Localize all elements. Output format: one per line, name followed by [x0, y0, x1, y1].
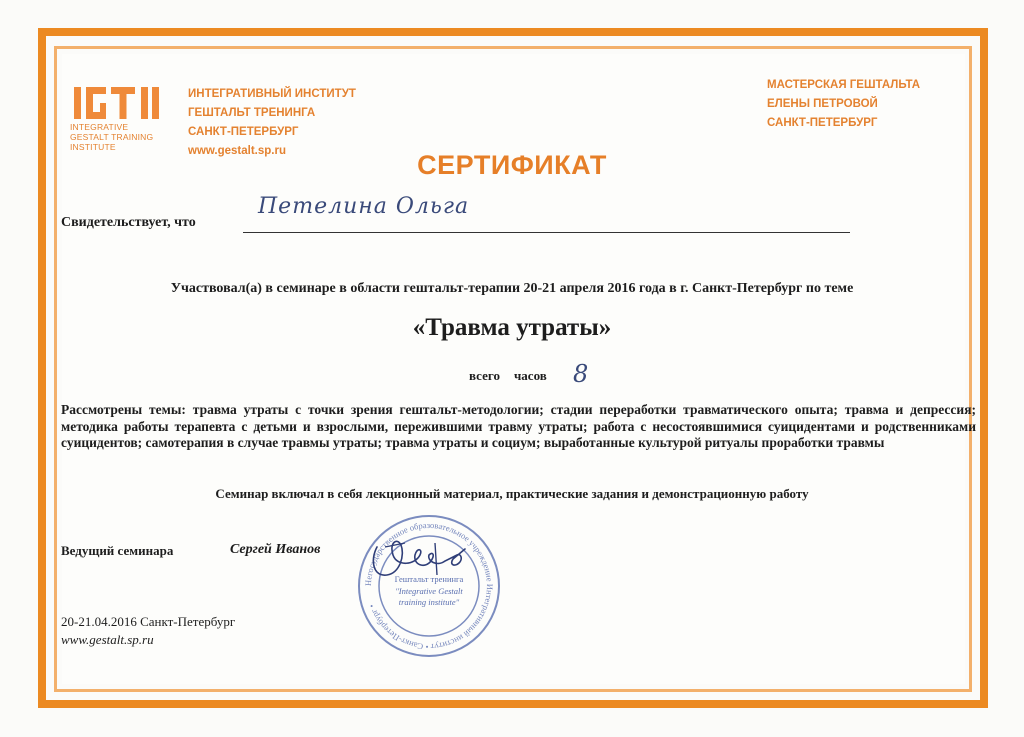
topics-paragraph: Рассмотрены темы: травма утраты с точки зрения гештальт-методологии; стадии переработки травматического опыта; травма и депрессия; методика работы терапевта с детьми и взрослыми, пережившими травму утраты; работа с несостоявшимися суицидентами и родственниками суицидентов; самотерапия в случае травмы утраты; травма утраты и социум; выработанные культурой ритуалы проработки травмы	[61, 402, 976, 450]
leader-label: Ведущий семинара	[61, 543, 174, 558]
org-left-line: ИНТЕГРАТИВНЫЙ ИНСТИТУТ	[188, 88, 356, 100]
attest-label: Свидетельствует, что	[61, 215, 196, 230]
included-text: Семинар включал в себя лекционный материал, практические задания и демонстрационную работу	[215, 486, 809, 501]
hours-label-hours: часов	[513, 368, 547, 383]
name-underline	[243, 232, 850, 233]
seminar-topic: «Травма утраты»	[412, 314, 612, 341]
date-place: 20-21.04.2016 Санкт-Петербург	[61, 614, 236, 629]
org-left-line: ГЕШТАЛЬТ ТРЕНИНГА	[188, 107, 316, 119]
org-left-line: САНКТ-ПЕТЕРБУРГ	[188, 126, 299, 138]
seminar-description: Участвовал(а) в семинаре в области гештальт-терапии 20-21 апреля 2016 года в г. Санкт-Петербург по теме	[170, 281, 854, 296]
org-right-line: САНКТ-ПЕТЕРБУРГ	[767, 117, 878, 129]
certificate-title: СЕРТИФИКАТ	[417, 150, 607, 180]
stamp-line: training institute"	[398, 597, 460, 607]
org-right-line: МАСТЕРСКАЯ ГЕШТАЛЬТА	[767, 79, 921, 91]
leader-name: Сергей Иванов	[230, 542, 321, 557]
workshop-name-block	[767, 76, 920, 133]
logo-caption: INTEGRATIVE GESTALT TRAINING INSTITUTE	[70, 122, 154, 152]
org-left-website: www.gestalt.sp.ru	[188, 145, 286, 157]
stamp-ring-text: Негосударственное образовательное учреждение Интегративный институт • Санкт-Петербург •	[362, 519, 496, 653]
org-right-line: ЕЛЕНЫ ПЕТРОВОЙ	[767, 98, 878, 110]
hours-label-total: всего	[469, 368, 500, 383]
stamp-line: Гештальт тренинга	[394, 574, 464, 584]
recipient-name-handwritten: Петелина Ольга	[258, 194, 470, 219]
hours-value-handwritten: 8	[573, 360, 589, 388]
hours-label	[469, 368, 547, 384]
signature-icon	[365, 525, 475, 585]
footer-website: www.gestalt.sp.ru	[61, 632, 154, 647]
stamp-line: "Integrative Gestalt	[395, 586, 463, 596]
